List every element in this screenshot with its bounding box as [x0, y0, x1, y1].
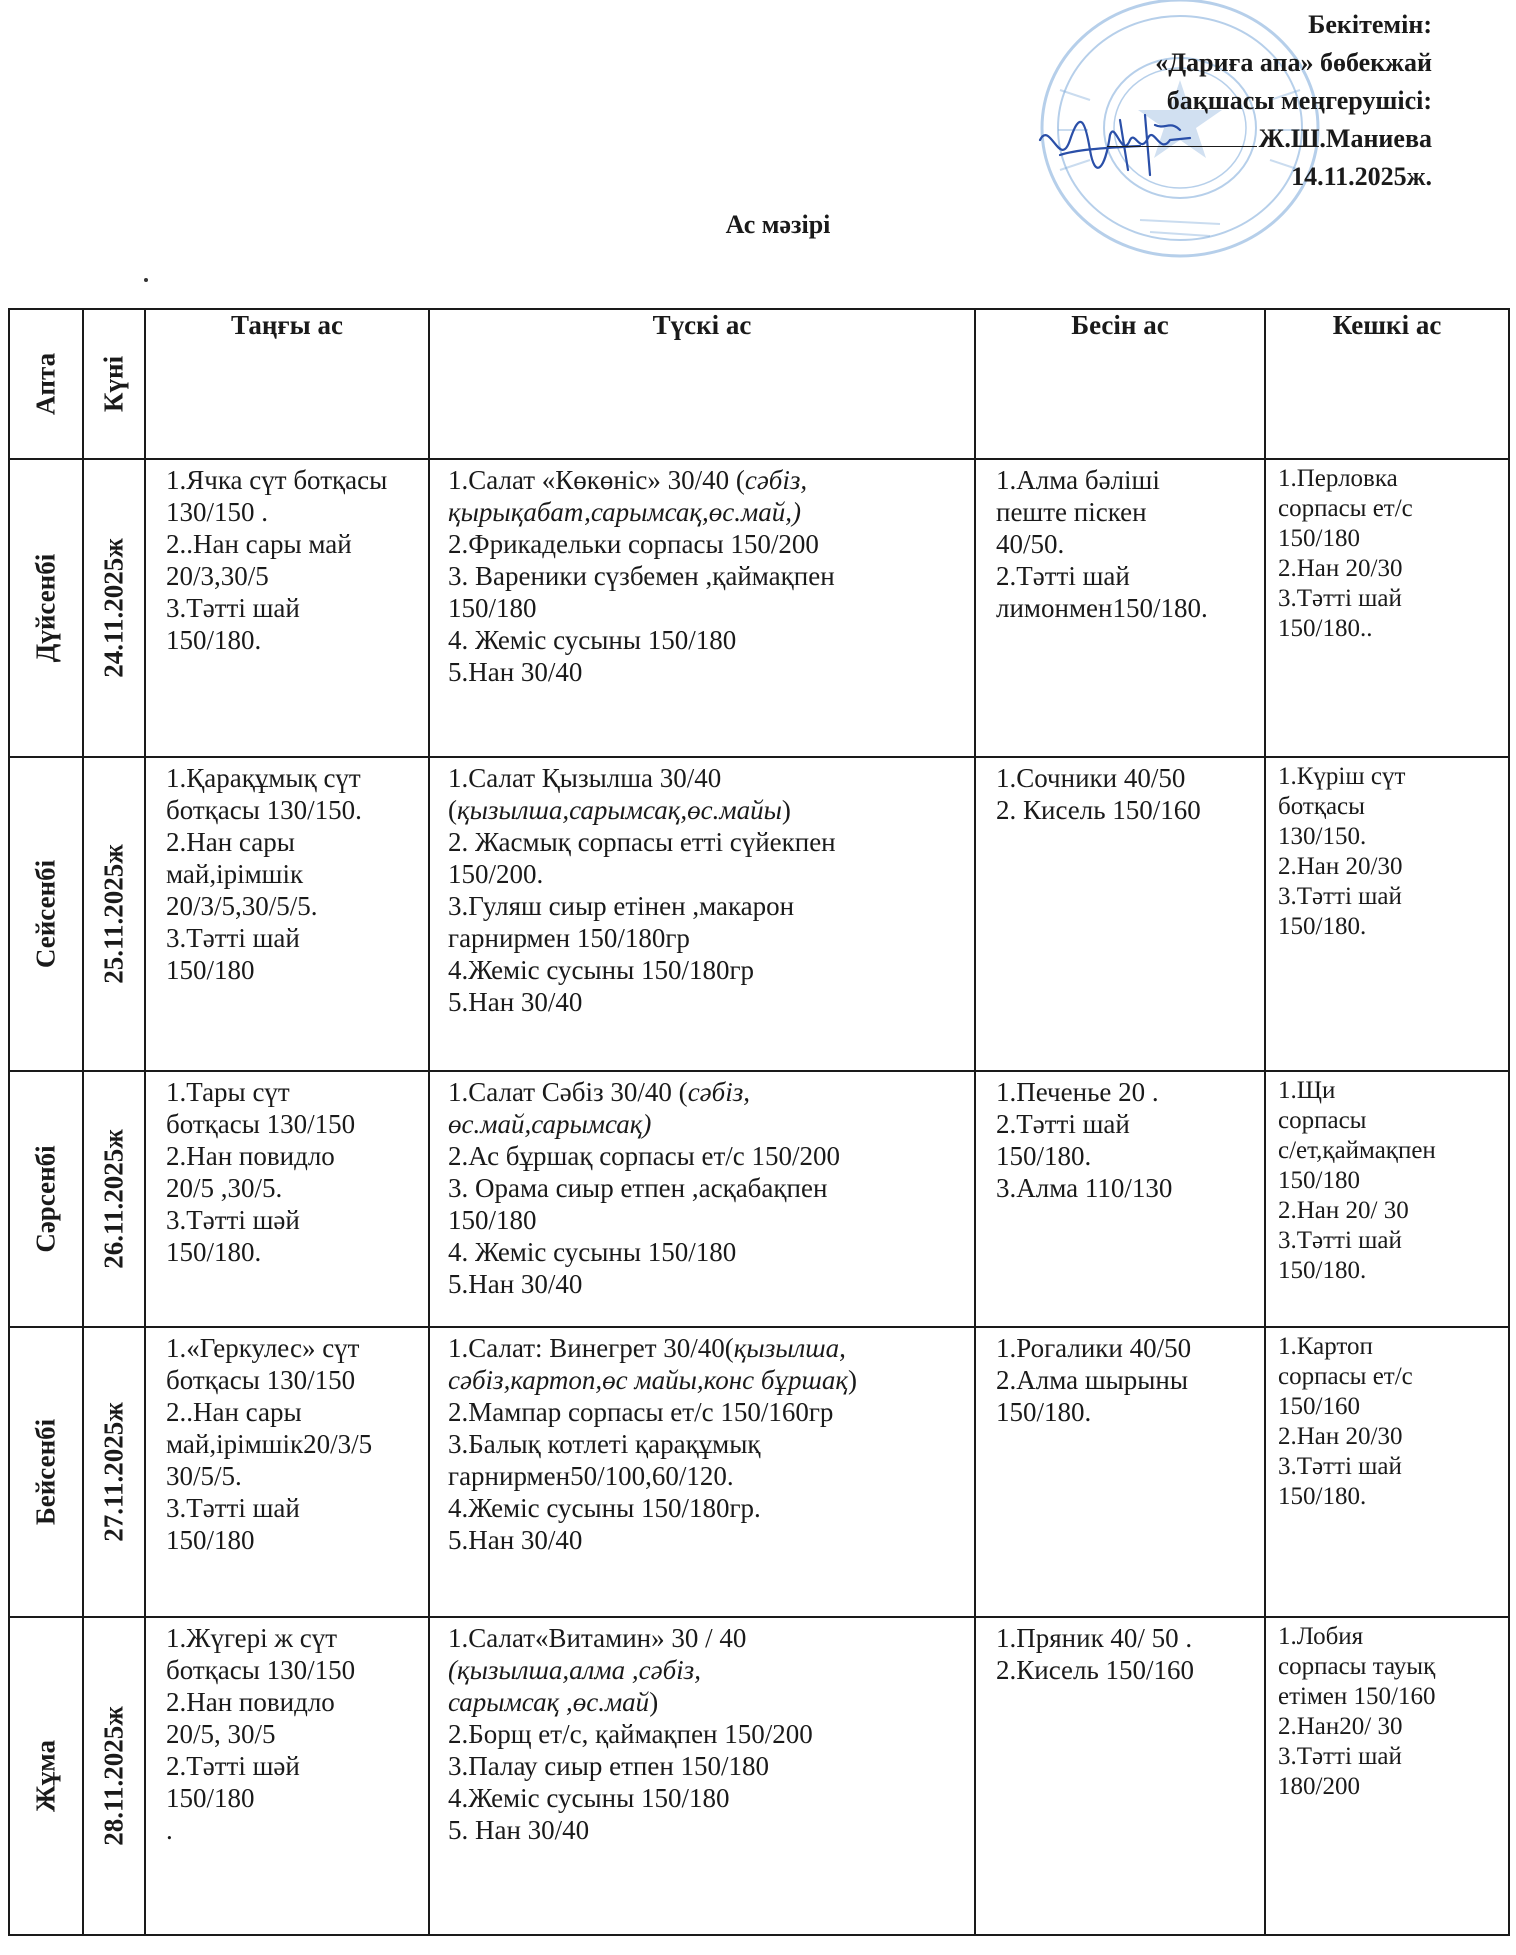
dinner-item: 3.Тәтті шай [1278, 1227, 1402, 1254]
lunch-item-suffix: ) [781, 795, 791, 825]
lunch-item [448, 1236, 968, 1268]
lunch-item-ingredients: сәбіз,картоп,өс майы,конс бұршақ [448, 1365, 849, 1395]
date-label: 25.11.2025ж [98, 844, 129, 984]
lunch-item-text: 1.Салат«Витамин» 30 / 40 [448, 1623, 747, 1653]
lunch-cell [429, 757, 975, 1071]
breakfast-item: 2.Нан повидло [166, 1141, 335, 1171]
date-label: 28.11.2025ж [98, 1706, 129, 1846]
breakfast-item: ботқасы 130/150 [166, 1365, 356, 1395]
snack-item: 2.Тәтті шай [996, 561, 1130, 591]
lunch-item-ingredients: өс.май,сарымсақ) [448, 1109, 652, 1139]
lunch-list [430, 758, 974, 1022]
dinner-item: 2.Нан 20/30 [1278, 853, 1403, 880]
date-cell [83, 1327, 145, 1617]
snack-item: 2. Кисель 150/160 [996, 795, 1201, 825]
lunch-list [430, 1328, 974, 1560]
lunch-item-text: 3.Палау сиыр етпен 150/180 [448, 1751, 770, 1781]
lunch-item-suffix: ) [848, 1365, 858, 1395]
lunch-item [448, 890, 968, 922]
lunch-item-ingredients: қызылша,сарымсақ,өс.майы [457, 795, 782, 825]
approval-date: 14.11.2025ж. [1291, 162, 1432, 191]
lunch-item-text: 4.Жеміс сусыны 150/180гр [448, 955, 755, 985]
lunch-item-ingredients: қызылша, [733, 1333, 846, 1363]
snack-list [976, 758, 1264, 830]
lunch-item [448, 1172, 968, 1204]
approval-block [1107, 6, 1432, 196]
lunch-item [448, 858, 968, 890]
lunch-item [448, 1782, 968, 1814]
dinner-item: 150/180 [1278, 1167, 1360, 1194]
lunch-item [448, 1108, 968, 1140]
breakfast-item: 1.«Геркулес» сүт [166, 1333, 360, 1363]
week-day-label: Бейсенбі [30, 1418, 61, 1526]
lunch-item-text: 2.Ас бұршақ сорпасы ет/с 150/200 [448, 1141, 841, 1171]
snack-item: 40/50. [996, 529, 1065, 559]
lunch-item [448, 1364, 968, 1396]
breakfast-cell [145, 1071, 429, 1327]
lunch-item-text: 5. Нан 30/40 [448, 1815, 590, 1845]
breakfast-item: 150/180 [166, 1525, 255, 1555]
date-cell [83, 1071, 145, 1327]
snack-cell [975, 757, 1265, 1071]
lunch-item-text: 1.Салат Сәбіз 30/40 ( [448, 1077, 688, 1107]
snack-list [976, 460, 1264, 628]
lunch-cell [429, 1617, 975, 1935]
dinner-list [1266, 758, 1508, 946]
approval-heading: Бекітемін: [1308, 10, 1432, 39]
lunch-item-text: 4.Жеміс сусыны 150/180 [448, 1783, 730, 1813]
table-row [9, 1617, 1509, 1935]
dinner-item: 1.Перловка [1278, 465, 1398, 492]
menu-table [8, 308, 1510, 1936]
dinner-item: 150/160 [1278, 1393, 1360, 1420]
breakfast-item: ботқасы 130/150 [166, 1109, 356, 1139]
breakfast-item: 20/3/5,30/5/5. [166, 891, 318, 921]
lunch-item-text: 1.Салат «Көкөніс» 30/40 ( [448, 465, 745, 495]
week-day-cell [9, 1327, 83, 1617]
breakfast-item: 3.Тәтті шай [166, 1493, 300, 1523]
table-row [9, 757, 1509, 1071]
lunch-item-text: 2.Мампар сорпасы ет/с 150/160гр [448, 1397, 834, 1427]
dinner-item: 150/180.. [1278, 615, 1373, 642]
date-label: 26.11.2025ж [98, 1129, 129, 1269]
dinner-list [1266, 1618, 1508, 1806]
snack-item: 2.Алма шырыны [996, 1365, 1189, 1395]
approval-organization: «Дариға апа» бөбекжай [1155, 48, 1432, 77]
lunch-item [448, 496, 968, 528]
snack-item: 2.Тәтті шай [996, 1109, 1130, 1139]
week-day-cell [9, 1617, 83, 1935]
dinner-item: 1.Картоп [1278, 1333, 1373, 1360]
lunch-item-text: 150/180 [448, 1205, 537, 1235]
lunch-item [448, 1204, 968, 1236]
dinner-cell [1265, 459, 1509, 757]
lunch-item-text: 3. Орама сиыр етпен ,асқабақпен [448, 1173, 828, 1203]
date-label: 24.11.2025ж [98, 538, 129, 678]
snack-cell [975, 1071, 1265, 1327]
breakfast-item: 1.Тары сүт [166, 1077, 290, 1107]
breakfast-item: 30/5/5. [166, 1461, 242, 1491]
lunch-item [448, 826, 968, 858]
breakfast-item: 3.Тәтті шәй [166, 1205, 300, 1235]
lunch-item [448, 1750, 968, 1782]
week-day-label: Дүйсенбі [30, 553, 61, 663]
lunch-item-text: 3. Вареники сүзбемен ,қаймақпен [448, 561, 835, 591]
snack-item: 1.Пряник 40/ 50 . [996, 1623, 1193, 1653]
lunch-item [448, 1492, 968, 1524]
dinner-item: сорпасы ет/с [1278, 495, 1413, 522]
dinner-item: 3.Тәтті шай [1278, 883, 1402, 910]
lunch-item-text: гарнирмен50/100,60/120. [448, 1461, 734, 1491]
breakfast-item: 3.Тәтті шай [166, 923, 300, 953]
snack-item: 1.Печенье 20 . [996, 1077, 1159, 1107]
breakfast-item: май,ірімшік20/3/5 [166, 1429, 373, 1459]
lunch-item-text: 5.Нан 30/40 [448, 1269, 583, 1299]
dinner-item: 3.Тәтті шай [1278, 1453, 1402, 1480]
lunch-item-ingredients: қырықабат,сарымсақ,өс.май,) [448, 497, 802, 527]
lunch-item-text: 4.Жеміс сусыны 150/180гр. [448, 1493, 761, 1523]
approval-position: бақшасы меңгерушісі: [1166, 86, 1432, 115]
lunch-item [448, 1076, 968, 1108]
snack-cell [975, 1617, 1265, 1935]
lunch-item [448, 1814, 968, 1846]
dinner-cell [1265, 1327, 1509, 1617]
breakfast-item: 150/180. [166, 1237, 262, 1267]
lunch-item [448, 1268, 968, 1300]
breakfast-list [146, 1328, 428, 1560]
breakfast-item: ботқасы 130/150. [166, 795, 362, 825]
snack-item: лимонмен150/180. [996, 593, 1208, 623]
breakfast-item: 20/5, 30/5 [166, 1719, 276, 1749]
header-snack: Бесін ас [975, 309, 1265, 459]
lunch-item-ingredients: сәбіз, [687, 1077, 751, 1107]
lunch-item [448, 1718, 968, 1750]
breakfast-item: 20/5 ,30/5. [166, 1173, 283, 1203]
dinner-item: ботқасы [1278, 793, 1365, 820]
dinner-item: 1.Щи [1278, 1077, 1336, 1104]
lunch-item [448, 1460, 968, 1492]
header-week [9, 309, 83, 459]
lunch-item [448, 624, 968, 656]
lunch-item [448, 1524, 968, 1556]
breakfast-item: 1.Қарақұмық сүт [166, 763, 361, 793]
dinner-item: 130/150. [1278, 823, 1367, 850]
dinner-item: 1.Күріш сүт [1278, 763, 1406, 790]
dinner-item: 150/180. [1278, 1257, 1367, 1284]
breakfast-list [146, 460, 428, 660]
breakfast-item: 2..Нан сары май [166, 529, 352, 559]
approval-name: Ж.Ш.Маниева [1258, 124, 1432, 153]
lunch-item-text: 2.Борщ ет/с, қаймақпен 150/200 [448, 1719, 813, 1749]
lunch-cell [429, 1327, 975, 1617]
breakfast-item: 2.Тәтті шәй [166, 1751, 300, 1781]
dinner-item: 2.Нан20/ 30 [1278, 1713, 1403, 1740]
lunch-item-text: 3.Гуляш сиыр етінен ,макарон [448, 891, 795, 921]
lunch-item [448, 464, 968, 496]
week-day-label: Сәрсенбі [30, 1145, 61, 1253]
breakfast-item: 1.Жүгері ж сүт [166, 1623, 338, 1653]
snack-item: 2.Кисель 150/160 [996, 1655, 1195, 1685]
dinner-item: 2.Нан 20/30 [1278, 555, 1403, 582]
lunch-item [448, 1332, 968, 1364]
dinner-item: сорпасы [1278, 1107, 1367, 1134]
date-label: 27.11.2025ж [98, 1402, 129, 1542]
table-row [9, 459, 1509, 757]
breakfast-cell [145, 1617, 429, 1935]
dinner-list [1266, 460, 1508, 648]
lunch-item-text: 150/200. [448, 859, 544, 889]
snack-item: 1.Сочники 40/50 [996, 763, 1186, 793]
dinner-item: 1.Лобия [1278, 1623, 1364, 1650]
header-breakfast: Таңғы ас [145, 309, 429, 459]
week-day-label: Жұма [30, 1740, 61, 1812]
snack-item: 150/180. [996, 1397, 1092, 1427]
week-day-cell [9, 459, 83, 757]
snack-cell [975, 459, 1265, 757]
lunch-item [448, 954, 968, 986]
lunch-item [448, 560, 968, 592]
breakfast-cell [145, 1327, 429, 1617]
dinner-item: 150/180. [1278, 1483, 1367, 1510]
dinner-item: 2.Нан 20/30 [1278, 1423, 1403, 1450]
snack-item: 1.Рогалики 40/50 [996, 1333, 1192, 1363]
dinner-list [1266, 1328, 1508, 1516]
breakfast-item: 150/180 [166, 955, 255, 985]
dinner-item: сорпасы тауық [1278, 1653, 1436, 1680]
lunch-cell [429, 1071, 975, 1327]
date-cell [83, 459, 145, 757]
document-title: Ас мәзірі [725, 210, 831, 239]
lunch-item [448, 1622, 968, 1654]
dinner-cell [1265, 757, 1509, 1071]
snack-list [976, 1072, 1264, 1208]
breakfast-cell [145, 459, 429, 757]
lunch-item [448, 656, 968, 688]
snack-list [976, 1328, 1264, 1432]
lunch-item [448, 1654, 968, 1686]
lunch-item-ingredients: сәбіз, [744, 465, 808, 495]
header-week-label: Апта [30, 352, 61, 416]
breakfast-item: 150/180 [166, 1783, 255, 1813]
breakfast-item: 20/3,30/5 [166, 561, 269, 591]
lunch-item-text: 1.Салат Қызылша 30/40 [448, 763, 722, 793]
signature-line [1107, 122, 1257, 147]
lunch-item-text: 2. Жасмық сорпасы етті сүйекпен [448, 827, 836, 857]
lunch-item-ingredients: сарымсақ ,өс.май [448, 1687, 650, 1717]
snack-item: 1.Алма бәліші [996, 465, 1160, 495]
lunch-item [448, 1396, 968, 1428]
lunch-item-text: 4. Жеміс сусыны 150/180 [448, 1237, 737, 1267]
lunch-item-text: 150/180 [448, 593, 537, 623]
table-header-row [9, 309, 1509, 459]
breakfast-item: . [166, 1815, 173, 1845]
dinner-cell [1265, 1617, 1509, 1935]
date-cell [83, 1617, 145, 1935]
breakfast-item: 2.Нан повидло [166, 1687, 335, 1717]
lunch-item [448, 986, 968, 1018]
breakfast-item: 3.Тәтті шай [166, 593, 300, 623]
breakfast-item: 1.Ячка сүт ботқасы [166, 465, 388, 495]
dinner-item: 150/180. [1278, 913, 1367, 940]
lunch-item-text: 5.Нан 30/40 [448, 987, 583, 1017]
table-row [9, 1071, 1509, 1327]
dinner-item: етімен 150/160 [1278, 1683, 1436, 1710]
dinner-cell [1265, 1071, 1509, 1327]
menu-body [9, 459, 1509, 1935]
dinner-item: 3.Тәтті шай [1278, 1743, 1402, 1770]
breakfast-list [146, 758, 428, 990]
snack-cell [975, 1327, 1265, 1617]
date-cell [83, 757, 145, 1071]
lunch-item-ingredients: (қызылша,алма ,сәбіз, [448, 1655, 701, 1685]
breakfast-item: 2..Нан сары [166, 1397, 302, 1427]
table-row [9, 1327, 1509, 1617]
lunch-item-text: гарнирмен 150/180гр [448, 923, 690, 953]
lunch-list [430, 1618, 974, 1850]
week-day-label: Сейсенбі [30, 859, 61, 969]
lunch-item-text: 3.Балық котлеті қарақұмық [448, 1429, 761, 1459]
breakfast-list [146, 1618, 428, 1850]
lunch-item [448, 1428, 968, 1460]
breakfast-item: 150/180. [166, 625, 262, 655]
lunch-item-text: 5.Нан 30/40 [448, 1525, 583, 1555]
week-day-cell [9, 757, 83, 1071]
header-date-label: Күні [98, 355, 129, 413]
lunch-item [448, 1140, 968, 1172]
lunch-list [430, 460, 974, 692]
dinner-item: сорпасы ет/с [1278, 1363, 1413, 1390]
snack-item: 3.Алма 110/130 [996, 1173, 1173, 1203]
week-day-cell [9, 1071, 83, 1327]
snack-list [976, 1618, 1264, 1690]
breakfast-item: 130/150 . [166, 497, 269, 527]
lunch-item-text: 5.Нан 30/40 [448, 657, 583, 687]
dinner-item: 3.Тәтті шай [1278, 585, 1402, 612]
breakfast-cell [145, 757, 429, 1071]
breakfast-list [146, 1072, 428, 1272]
stray-dot [144, 278, 148, 282]
lunch-item-text: 2.Фрикадельки сорпасы 150/200 [448, 529, 819, 559]
lunch-item [448, 922, 968, 954]
lunch-item-text: 4. Жеміс сусыны 150/180 [448, 625, 737, 655]
snack-item: 150/180. [996, 1141, 1092, 1171]
dinner-item: 2.Нан 20/ 30 [1278, 1197, 1409, 1224]
dinner-item: 150/180 [1278, 525, 1360, 552]
lunch-item [448, 794, 968, 826]
lunch-item [448, 528, 968, 560]
lunch-item-text: ( [448, 795, 457, 825]
breakfast-item: 2.Нан сары [166, 827, 295, 857]
dinner-item: 180/200 [1278, 1773, 1360, 1800]
lunch-item [448, 592, 968, 624]
lunch-item-suffix: ) [649, 1687, 659, 1717]
lunch-item [448, 1686, 968, 1718]
lunch-list [430, 1072, 974, 1304]
lunch-cell [429, 459, 975, 757]
lunch-item-text: 1.Салат: Винегрет 30/40( [448, 1333, 734, 1363]
header-lunch: Түскі ас [429, 309, 975, 459]
breakfast-item: ботқасы 130/150 [166, 1655, 356, 1685]
dinner-list [1266, 1072, 1508, 1290]
dinner-item: с/ет,қаймақпен [1278, 1137, 1436, 1164]
approval-name-line [1107, 120, 1432, 158]
header-date [83, 309, 145, 459]
snack-item: пеште піскен [996, 497, 1147, 527]
lunch-item [448, 762, 968, 794]
header-dinner: Кешкі ас [1265, 309, 1509, 459]
breakfast-item: май,ірімшік [166, 859, 304, 889]
